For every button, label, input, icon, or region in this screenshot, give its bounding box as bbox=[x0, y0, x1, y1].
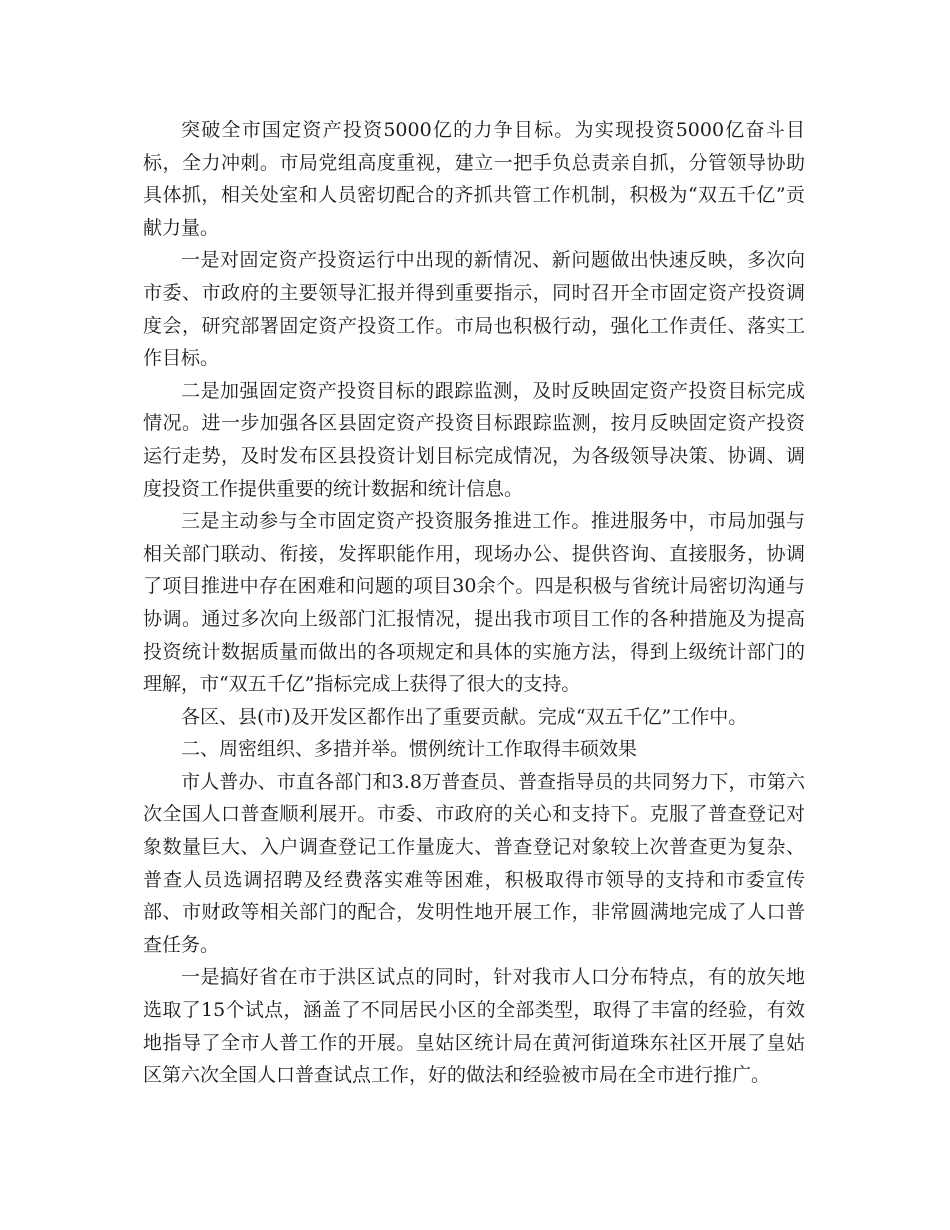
paragraph-point-one-response: 一是对固定资产投资运行中出现的新情况、新问题做出快速反映，多次向市委、市政府的主要领导汇报并得到重要指示，同时召开全市固定资产投资调度会，研究部署固定资产投资工作。市局也积极行动，强化工作责任、落实工作目标。 bbox=[143, 249, 805, 370]
paragraph-point-two-monitoring: 二是加强固定资产投资目标的跟踪监测，及时反映固定资产投资目标完成情况。进一步加强各区县固定资产投资目标跟踪监测，按月反映固定资产投资运行走势，及时发布区县投资计划目标完成情况，为各级领导决策、协调、调度投资工作提供重要的统计数据和统计信息。 bbox=[143, 379, 805, 500]
paragraph-census-overview: 市人普办、市直各部门和3.8万普查员、普查指导员的共同努力下，市第六次全国人口普查顺利展开。市委、市政府的关心和支持下。克服了普查登记对象数量巨大、入户调查登记工作量庞大、普查登记对象较上次普查更为复杂、普查人员选调招聘及经费落实难等困难，积极取得市领导的支持和市委宣传部、市财政等相关部门的配合，发明性地开展工作，非常圆满地完成了人口普查任务。 bbox=[143, 770, 805, 956]
paragraph-districts-contribution: 各区、县(市)及开发区都作出了重要贡献。完成“双五千亿”工作中。 bbox=[181, 705, 748, 728]
document-body bbox=[143, 114, 805, 1092]
section-heading-two: 二、周密组织、多措并举。惯例统计工作取得丰硕效果 bbox=[181, 738, 638, 761]
paragraph-point-three-service: 三是主动参与全市固定资产投资服务推进工作。推进服务中，市局加强与相关部门联动、衔接，发挥职能作用，现场办公、提供咨询、直接服务，协调了项目推进中存在困难和问题的项目30余个。四是积极与省统计局密切沟通与协调。通过多次向上级部门汇报情况，提出我市项目工作的各种措施及为提高投资统计数据质量而做出的各项规定和具体的实施方法，得到上级统计部门的理解，市“双五千亿”指标完成上获得了很大的支持。 bbox=[143, 510, 805, 696]
paragraph-census-pilot: 一是搞好省在市于洪区试点的同时，针对我市人口分布特点，有的放矢地选取了15个试点，涵盖了不同居民小区的全部类型，取得了丰富的经验，有效地指导了全市人普工作的开展。皇姑区统计局在黄河街道珠东社区开展了皇姑区第六次全国人口普查试点工作，好的做法和经验被市局在全市进行推广。 bbox=[143, 966, 805, 1087]
paragraph-target-breakthrough: 突破全市国定资产投资5000亿的力争目标。为实现投资5000亿奋斗目标，全力冲刺。市局党组高度重视，建立一把手负总责亲自抓，分管领导协助具体抓，相关处室和人员密切配合的齐抓共管工作机制，积极为“双五千亿”贡献力量。 bbox=[143, 119, 805, 239]
